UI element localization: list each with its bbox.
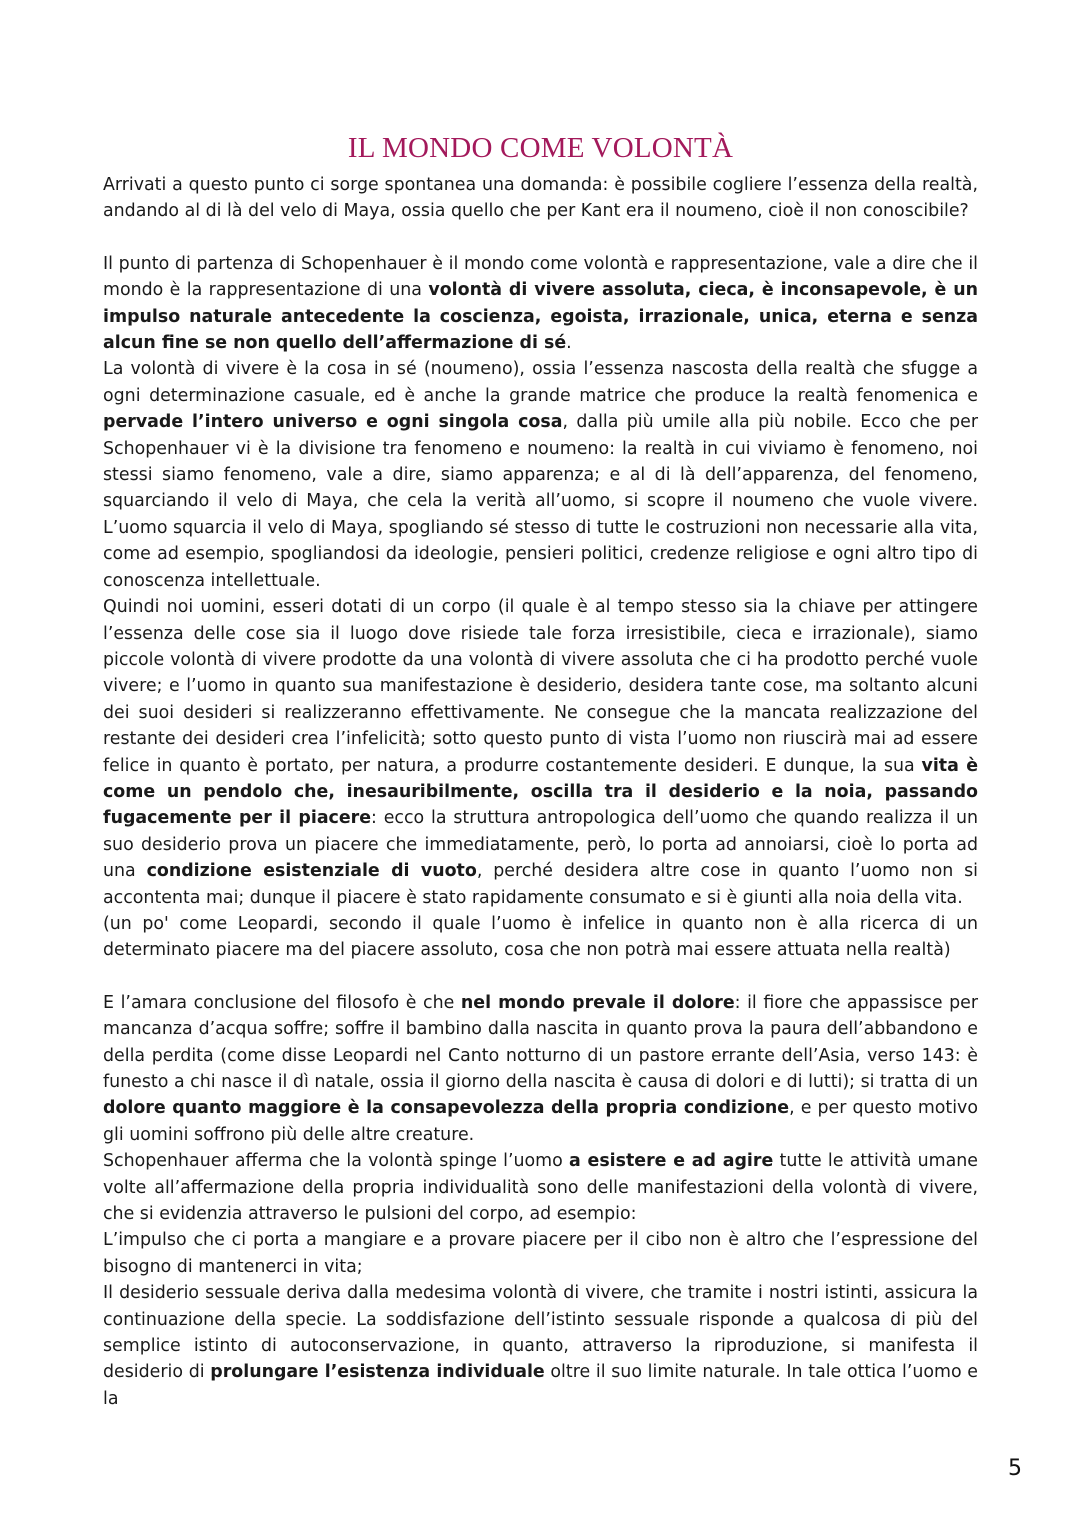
text-run: oltre il suo limite naturale. In tale ottica l’uomo e la <box>103 1362 978 1409</box>
bold-text: nel mondo prevale il dolore <box>460 992 735 1013</box>
text-run: La volontà di vivere è la cosa in sé (noumeno), ossia l’essenza nascosta della realtà che sfugge a ogni determinazione casuale, ed è anche la grande matrice che produce la realtà fenomenica e <box>103 359 978 406</box>
bold-text: volontà di vivere assoluta, cieca, è inconsapevole, è un impulso naturale antecedente la coscienza, egoista, irrazionale, unica, eterna e senza alcun fine se non quello dell’affermazione di sé <box>103 280 979 354</box>
text-run: Arrivati a questo punto ci sorge spontanea una domanda: è possibile cogliere l’essenza della realtà, andando al di là del velo di Maya, ossia quello che per Kant era il noumeno, cioè il non conoscibile? <box>103 175 978 222</box>
bold-text: prolungare l’esistenza individuale <box>210 1362 545 1383</box>
document-page <box>103 130 978 1412</box>
paragraph <box>103 1227 978 1280</box>
bold-text: dolore quanto maggiore è la consapevolezza della propria condizione <box>103 1098 790 1119</box>
text-run: . <box>566 333 572 354</box>
paragraph <box>103 911 978 964</box>
bold-text: vita è come un pendolo che, inesauribilmente, oscilla tra il desiderio e la noia, passando fugacemente per il piacere <box>103 755 978 829</box>
text-run: Il desiderio sessuale deriva dalla medesima volontà di vivere, che tramite i nostri istinti, assicura la continuazione della specie. La soddisfazione dell’istinto sessuale risponde a qualcosa di più del semplice istinto di autoconservazione, in quanto, attraverso la riproduzione, si manifesta il desiderio di <box>103 1283 978 1383</box>
text-run: tutte le attività umane volte all’affermazione della propria individualità sono delle manifestazioni della volontà di vivere, che si evidenzia attraverso le pulsioni del corpo, ad esempio: <box>103 1151 979 1225</box>
text-run: Quindi noi uomini, esseri dotati di un corpo (il quale è al tempo stesso sia la chiave per attingere l’essenza delle cose sia il luogo dove risiede tale forza irresistibile, cieca e irrazionale), siamo piccole volontà di vivere prodotte da una volontà di vivere assoluta che ci ha prodotto perché vuole vivere; e l’uomo in quanto sua manifestazione è desiderio, desidera tante cose, ma soltanto alcuni dei suoi desideri si realizzeranno effettivamente. Ne consegue che la mancata realizzazione del restante dei desideri crea l’infelicità; sotto questo punto di vista l’uomo non riuscirà mai ad essere felice in quanto è portato, per natura, a produrre costantemente desideri. E dunque, la sua <box>103 597 978 776</box>
paragraph <box>103 990 978 1148</box>
bold-text: pervade l’intero universo e ogni singola cosa <box>103 412 563 433</box>
text-run: : il fiore che appassisce per mancanza d’acqua soffre; soffre il bambino dalla nascita in quanto prova la paura dell’abbandono e della perdita (come disse Leopardi nel Canto notturno di un pastore errante dell’Asia, verso 143: è funesto a chi nasce il dì natale, ossia il giorno della nascita è causa di dolori e di lutti); si tratta di un <box>103 992 979 1092</box>
page-number: 5 <box>1008 1456 1022 1481</box>
text-run: Schopenhauer afferma che la volontà spinge l’uomo <box>103 1151 570 1172</box>
text-run: Il punto di partenza di Schopenhauer è il mondo come volontà e rappresentazione, vale a dire che il mondo è la rappresentazione di una <box>103 253 978 301</box>
text-run: , dalla più umile alla più nobile. Ecco che per Schopenhauer vi è la divisione tra fenomeno e noumeno: la realtà in cui viviamo è fenomeno, noi stessi siamo fenomeno, vale a dire, siamo apparenza; e al di là dell’apparenza, del fenomeno, squarciando il velo di Maya, che cela la verità all’uomo, si scopre il noumeno che vuole vivere. L’uomo squarcia il velo di Maya, spogliando sé stesso di tutte le costruzioni non necessarie alla vita, come ad esempio, spogliandosi da ideologie, pensieri politici, credenze religiose e ogni altro tipo di conoscenza intellettuale. <box>103 412 978 591</box>
paragraph <box>103 356 978 594</box>
paragraph <box>103 251 978 357</box>
paragraph <box>103 172 978 225</box>
paragraph <box>103 594 978 911</box>
text-run: L’impulso che ci porta a mangiare e a provare piacere per il cibo non è altro che l’espressione del bisogno di mantenerci in vita; <box>103 1230 978 1277</box>
bold-text: a esistere e ad agire <box>569 1151 774 1172</box>
text-run: : ecco la struttura antropologica dell’uomo che quando realizza il un suo desiderio prova un piacere che immediatamente, però, lo porta ad annoiarsi, cioè lo porta ad una <box>103 808 978 882</box>
document-body <box>103 172 978 1412</box>
bold-text: condizione esistenziale di vuoto <box>146 861 477 882</box>
text-run: , perché desidera altre cose in quanto l’uomo non si accontenta mai; dunque il piacere è stato rapidamente consumato e si è giunti alla noia della vita. <box>103 861 978 908</box>
paragraph <box>103 1280 978 1412</box>
text-run: (un po' come Leopardi, secondo il quale l’uomo è infelice in quanto non è alla ricerca di un determinato piacere ma del piacere assoluto, cosa che non potrà mai essere attuata nella realtà) <box>103 913 978 961</box>
text-run: E l’amara conclusione del filosofo è che <box>103 992 461 1013</box>
paragraph <box>103 1148 978 1227</box>
page-title: IL MONDO COME VOLONTÀ <box>347 132 734 164</box>
text-run: , e per questo motivo gli uomini soffrono più delle altre creature. <box>103 1098 978 1145</box>
